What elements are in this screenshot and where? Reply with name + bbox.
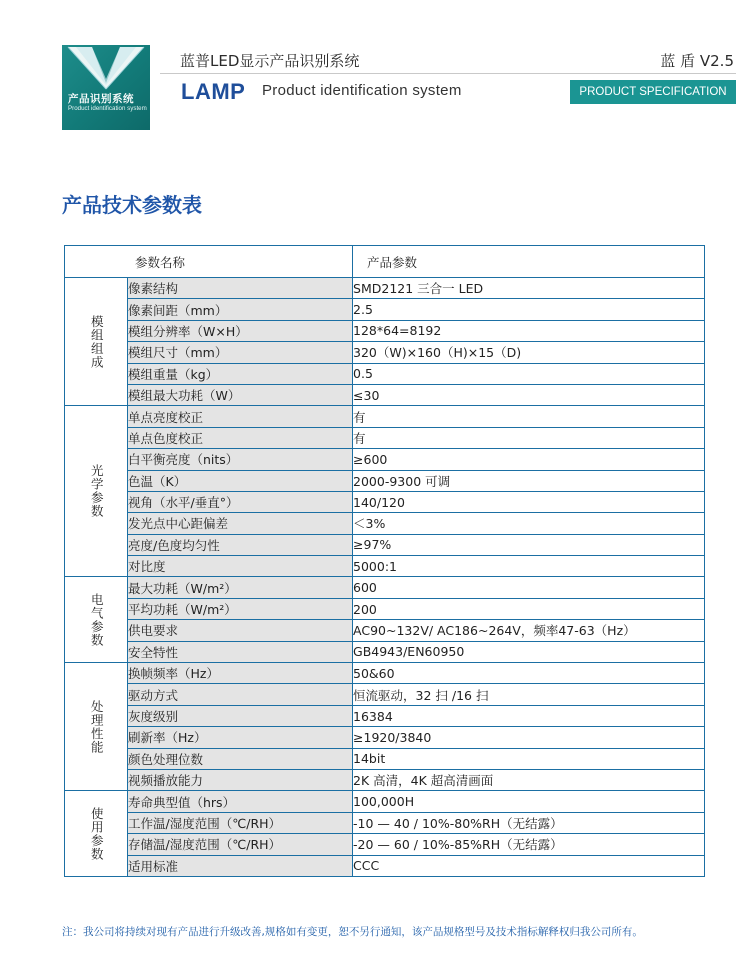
param-value-cell: ≥1920/3840 bbox=[353, 727, 705, 748]
param-name-cell: 视频播放能力 bbox=[128, 769, 353, 790]
param-name-cell: 存储温/湿度范围（℃/RH） bbox=[128, 834, 353, 855]
param-value-cell: GB4943/EN60950 bbox=[353, 641, 705, 662]
category-label: 处理性能 bbox=[89, 699, 105, 754]
param-value-cell: 50&60 bbox=[353, 663, 705, 684]
param-value-cell: ≥600 bbox=[353, 449, 705, 470]
footnote: 注：我公司将持续对现有产品进行升级改善,规格如有变更，恕不另行通知，该产品规格型号及技术指标解释权归我公司所有。 bbox=[62, 926, 643, 938]
table-row bbox=[65, 598, 705, 619]
table-row bbox=[65, 663, 705, 684]
param-value-cell: 恒流驱动，32 扫 /16 扫 bbox=[353, 684, 705, 705]
param-value-cell: ≥97% bbox=[353, 534, 705, 555]
table-row bbox=[65, 406, 705, 427]
param-name-cell: 发光点中心距偏差 bbox=[128, 513, 353, 534]
table-row bbox=[65, 641, 705, 662]
param-value-cell: 有 bbox=[353, 406, 705, 427]
table-header-row bbox=[65, 246, 705, 278]
header-version: 蓝 盾 V2.5 bbox=[660, 52, 734, 70]
table-row bbox=[65, 513, 705, 534]
param-value-cell: SMD2121 三合一 LED bbox=[353, 278, 705, 299]
table-row bbox=[65, 363, 705, 384]
table-row bbox=[65, 299, 705, 320]
category-label: 光学参数 bbox=[89, 464, 105, 519]
param-value-cell: 140/120 bbox=[353, 491, 705, 512]
column-header-param-value: 产品参数 bbox=[353, 246, 705, 278]
param-value-cell: 2000-9300 可调 bbox=[353, 470, 705, 491]
param-name-cell: 刷新率（Hz） bbox=[128, 727, 353, 748]
param-value-cell: 14bit bbox=[353, 748, 705, 769]
category-cell bbox=[65, 791, 128, 877]
param-name-cell: 像素结构 bbox=[128, 278, 353, 299]
table-row bbox=[65, 769, 705, 790]
category-cell bbox=[65, 278, 128, 406]
param-name-cell: 模组分辨率（W×H） bbox=[128, 320, 353, 341]
param-value-cell: 16384 bbox=[353, 705, 705, 726]
param-value-cell: 2.5 bbox=[353, 299, 705, 320]
column-header-param-name: 参数名称 bbox=[65, 246, 353, 278]
table-row bbox=[65, 855, 705, 876]
param-value-cell: -10 — 40 / 10%-80%RH（无结露） bbox=[353, 812, 705, 833]
header-lamp-subtitle: Product identification system bbox=[262, 82, 462, 99]
param-value-cell: 128*64=8192 bbox=[353, 320, 705, 341]
table-row bbox=[65, 534, 705, 555]
category-cell bbox=[65, 406, 128, 577]
param-name-cell: 白平衡亮度（nits） bbox=[128, 449, 353, 470]
param-value-cell: 5000:1 bbox=[353, 556, 705, 577]
category-label: 使用参数 bbox=[89, 806, 105, 861]
table-row bbox=[65, 278, 705, 299]
param-name-cell: 单点亮度校正 bbox=[128, 406, 353, 427]
param-value-cell: 有 bbox=[353, 427, 705, 448]
param-name-cell: 模组尺寸（mm） bbox=[128, 342, 353, 363]
param-value-cell: 2K 高清，4K 超高清画面 bbox=[353, 769, 705, 790]
param-value-cell: AC90~132V/ AC186~264V，频率47-63（Hz） bbox=[353, 620, 705, 641]
param-name-cell: 安全特性 bbox=[128, 641, 353, 662]
param-name-cell: 视角（水平/垂直°） bbox=[128, 491, 353, 512]
param-value-cell: -20 — 60 / 10%-85%RH（无结露） bbox=[353, 834, 705, 855]
param-name-cell: 颜色处理位数 bbox=[128, 748, 353, 769]
header-title-cn: 蓝普LED显示产品识别系统 bbox=[180, 52, 360, 70]
table-row bbox=[65, 748, 705, 769]
param-value-cell: 100,000H bbox=[353, 791, 705, 812]
table-row bbox=[65, 620, 705, 641]
param-value-cell: ≤30 bbox=[353, 384, 705, 405]
param-name-cell: 模组最大功耗（W） bbox=[128, 384, 353, 405]
spec-table-body bbox=[65, 246, 705, 877]
category-cell bbox=[65, 663, 128, 791]
category-cell bbox=[65, 577, 128, 663]
param-name-cell: 灰度级别 bbox=[128, 705, 353, 726]
param-value-cell: ＜3% bbox=[353, 513, 705, 534]
header-divider bbox=[160, 73, 736, 74]
param-value-cell: 320（W)×160（H)×15（D) bbox=[353, 342, 705, 363]
table-row bbox=[65, 320, 705, 341]
logo-title-cn: 产品识别系统 bbox=[68, 93, 134, 105]
table-row bbox=[65, 470, 705, 491]
param-name-cell: 寿命典型值（hrs） bbox=[128, 791, 353, 812]
table-row bbox=[65, 791, 705, 812]
param-name-cell: 色温（K） bbox=[128, 470, 353, 491]
param-name-cell: 供电要求 bbox=[128, 620, 353, 641]
table-row bbox=[65, 705, 705, 726]
param-name-cell: 工作温/湿度范围（℃/RH） bbox=[128, 812, 353, 833]
page-title: 产品技术参数表 bbox=[62, 193, 202, 217]
table-row bbox=[65, 384, 705, 405]
param-name-cell: 换帧频率（Hz） bbox=[128, 663, 353, 684]
table-row bbox=[65, 812, 705, 833]
param-name-cell: 平均功耗（W/m²） bbox=[128, 598, 353, 619]
param-name-cell: 适用标准 bbox=[128, 855, 353, 876]
param-value-cell: CCC bbox=[353, 855, 705, 876]
param-name-cell: 像素间距（mm） bbox=[128, 299, 353, 320]
param-name-cell: 最大功耗（W/m²） bbox=[128, 577, 353, 598]
table-row bbox=[65, 834, 705, 855]
table-row bbox=[65, 491, 705, 512]
logo-title-en: Product identification system bbox=[68, 105, 147, 112]
param-name-cell: 驱动方式 bbox=[128, 684, 353, 705]
param-value-cell: 200 bbox=[353, 598, 705, 619]
v-logo-icon bbox=[62, 45, 150, 130]
table-row bbox=[65, 342, 705, 363]
category-label: 电气参数 bbox=[89, 592, 105, 647]
param-value-cell: 600 bbox=[353, 577, 705, 598]
param-value-cell: 0.5 bbox=[353, 363, 705, 384]
param-name-cell: 亮度/色度均匀性 bbox=[128, 534, 353, 555]
table-row bbox=[65, 684, 705, 705]
brand-logo bbox=[62, 45, 150, 130]
param-name-cell: 模组重量（kg） bbox=[128, 363, 353, 384]
header-lamp-brand: LAMP bbox=[181, 79, 246, 104]
param-name-cell: 对比度 bbox=[128, 556, 353, 577]
table-row bbox=[65, 577, 705, 598]
table-row bbox=[65, 427, 705, 448]
table-row bbox=[65, 449, 705, 470]
spec-table bbox=[64, 245, 705, 877]
param-name-cell: 单点色度校正 bbox=[128, 427, 353, 448]
table-row bbox=[65, 556, 705, 577]
category-label: 模组组成 bbox=[89, 314, 105, 369]
product-specification-badge: PRODUCT SPECIFICATION bbox=[570, 80, 736, 104]
table-row bbox=[65, 727, 705, 748]
